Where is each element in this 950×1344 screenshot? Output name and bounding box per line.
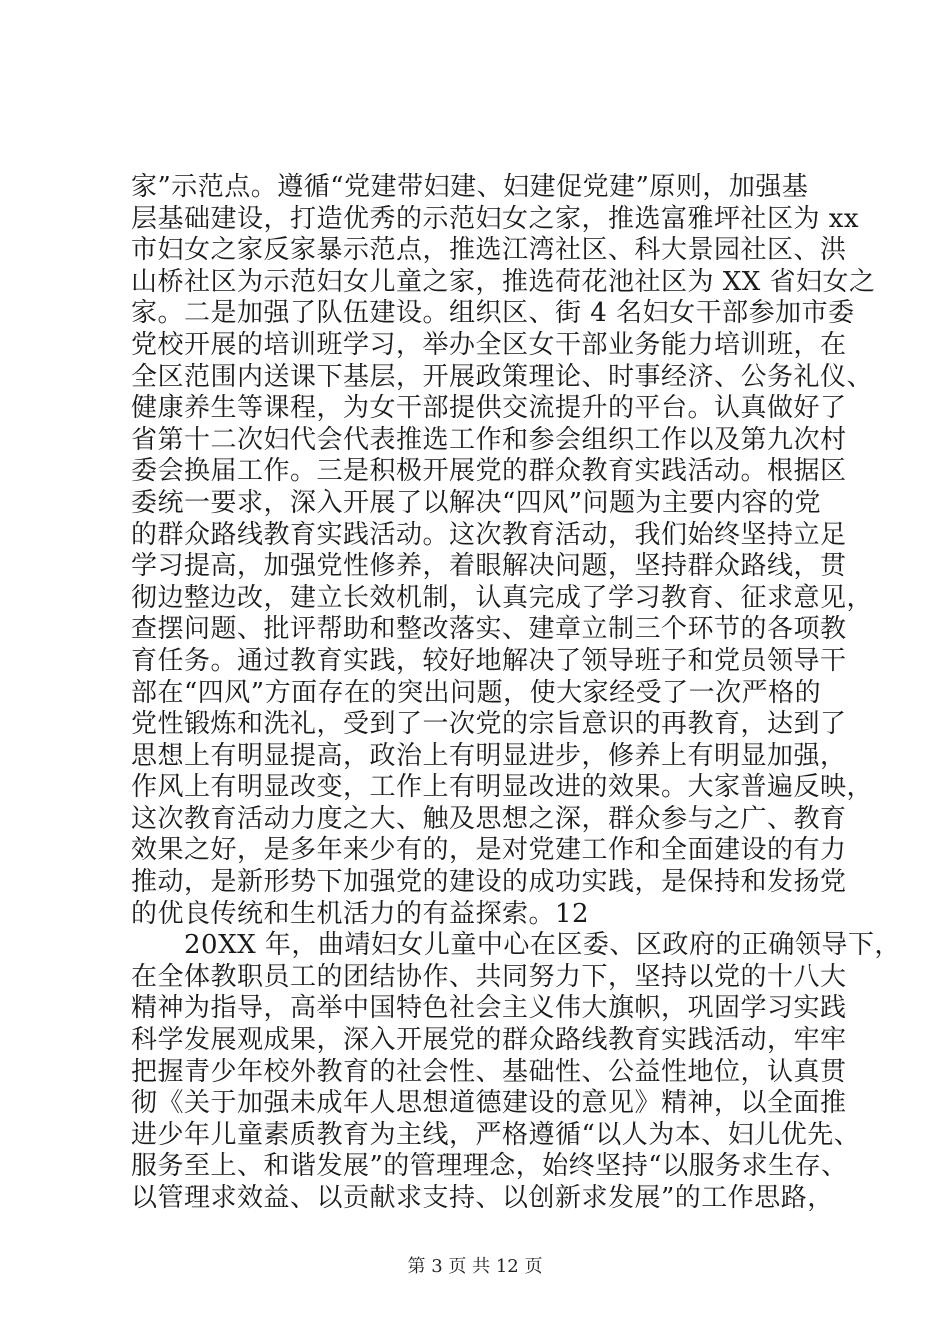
page-number-footer: 第 3 页 共 12 页 (407, 1256, 543, 1277)
text-line: 这次教育活动力度之大、触及思想之深，群众参与之广、教育 (131, 803, 847, 834)
text-line: 彻《关于加强未成年人思想道德建设的意见》精神，以全面推 (131, 1088, 847, 1119)
text-line: 的优良传统和生机活力的有益探索。12 (131, 898, 590, 929)
text-line: 思想上有明显提高，政治上有明显进步，修养上有明显加强， (131, 740, 847, 771)
text-line: 彻边整边改，建立长效机制，认真完成了学习教育、征求意见， (131, 582, 874, 613)
text-line: 委统一要求，深入开展了以解决“四风”问题为主要内容的党 (131, 487, 822, 518)
text-line: 家”示范点。遵循“党建带妇建、妇建促党建”原则，加强基 (131, 172, 809, 202)
text-line: 层基础建设，打造优秀的示范妇女之家，推选富雅坪社区为 xx (131, 203, 860, 234)
text-line: 市妇女之家反家暴示范点，推选江湾社区、科大景园社区、洪 (131, 235, 847, 266)
text-line: 服务至上、和谐发展”的管理理念，始终坚持“以服务求生存、 (131, 1151, 848, 1182)
text-line: 健康养生等课程，为女干部提供交流提升的平台。认真做好了 (131, 393, 847, 424)
text-line: 在全体教职员工的团结协作、共同努力下，坚持以党的十八大 (131, 961, 847, 992)
text-line: 部在“四风”方面存在的突出问题，使大家经受了一次严格的 (131, 677, 822, 708)
text-line: 效果之好，是多年来少有的，是对党建工作和全面建设的有力 (131, 835, 847, 866)
text-line: 科学发展观成果，深入开展党的群众路线教育实践活动，牢牢 (131, 1025, 847, 1056)
text-line: 家。二是加强了队伍建设。组织区、街 4 名妇女干部参加市委 (131, 298, 855, 329)
text-line: 全区范围内送课下基层，开展政策理论、时事经济、公务礼仪、 (131, 361, 874, 392)
text-line: 党校开展的培训班学习，举办全区女干部业务能力培训班，在 (131, 329, 847, 360)
text-line: 山桥社区为示范妇女儿童之家，推选荷花池社区为 XX 省妇女之 (131, 266, 876, 297)
text-line: 学习提高，加强党性修养，着眼解决问题，坚持群众路线，贯 (131, 551, 847, 582)
text-line: 推动，是新形势下加强党的建设的成功实践，是保持和发扬党 (131, 867, 847, 898)
body-text (131, 172, 901, 1215)
text-line: 省第十二次妇代会代表推选工作和参会组织工作以及第九次村 (131, 424, 847, 455)
text-line: 精神为指导，高举中国特色社会主义伟大旗帜，巩固学习实践 (131, 993, 847, 1024)
text-line: 的群众路线教育实践活动。这次教育活动，我们始终坚持立足 (131, 519, 847, 550)
text-line: 作风上有明显改变，工作上有明显改进的效果。大家普遍反映， (131, 772, 874, 803)
text-line: 委会换届工作。三是积极开展党的群众教育实践活动。根据区 (131, 456, 847, 487)
text-line: 把握青少年校外教育的社会性、基础性、公益性地位，认真贯 (131, 1056, 847, 1087)
text-line: 育任务。通过教育实践，较好地解决了领导班子和党员领导干 (131, 645, 847, 676)
text-line: 以管理求效益、以贡献求支持、以创新求发展”的工作思路， (131, 1183, 834, 1213)
text-line: 查摆问题、批评帮助和整改落实、建章立制三个环节的各项教 (131, 614, 847, 645)
text-line: 20XX 年，曲靖妇女儿童中心在区委、区政府的正确领导下， (131, 930, 901, 961)
text-line: 进少年儿童素质教育为主线，严格遵循“以人为本、妇儿优先、 (131, 1119, 861, 1150)
text-line: 党性锻炼和洗礼，受到了一次党的宗旨意识的再教育，达到了 (131, 709, 847, 740)
